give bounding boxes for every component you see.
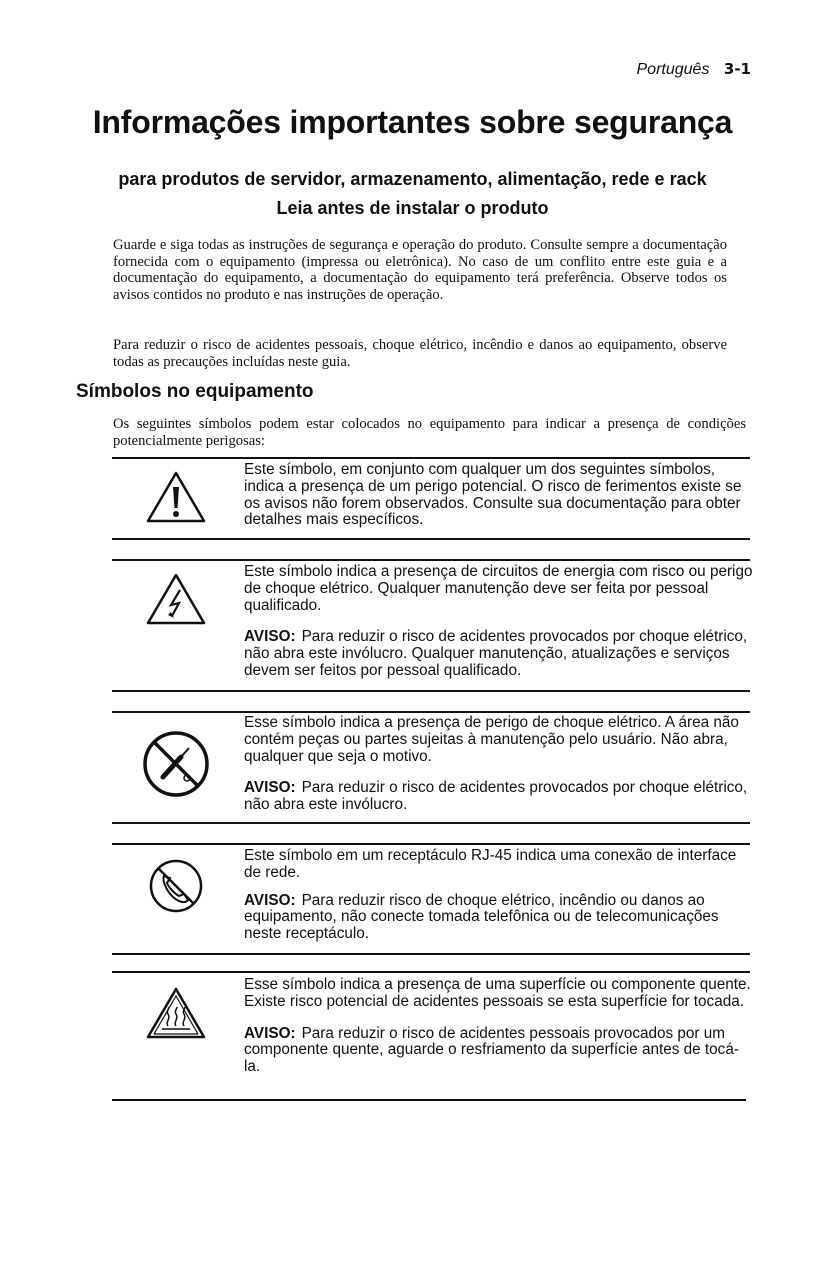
- hot-surface-icon: [134, 986, 218, 1040]
- no-telephone-icon: [134, 858, 218, 914]
- symbol-warning: [244, 780, 754, 814]
- header-language: Português: [636, 61, 710, 78]
- electric-shock-triangle-icon: [134, 572, 218, 626]
- warning-label: AVISO:: [244, 891, 296, 909]
- symbol-description: Este símbolo, em conjunto com qualquer um dos seguintes símbolos, indica a presença de um perigo potencial. O risco de ferimentos existe se os avisos não forem observados. Consulte sua documentação para obter detalhes mais específicos.: [244, 461, 742, 529]
- symbol-description: Esse símbolo indica a presença de perigo de choque elétrico. A área não contém peças ou partes sujeitas à manutenção pelo usuário. Não abra, qualquer que seja o motivo.: [244, 714, 739, 765]
- symbol-description-block: [244, 564, 754, 680]
- warning-label: AVISO:: [244, 1024, 296, 1042]
- divider: [112, 457, 750, 459]
- warning-triangle-icon: [134, 470, 218, 524]
- warning-label: AVISO:: [244, 779, 296, 797]
- page-title: Informações importantes sobre segurança: [92, 104, 733, 140]
- warning-text: Para reduzir o risco de acidentes provocados por choque elétrico, não abra este invólucro.: [244, 779, 748, 814]
- symbol-warning: [244, 629, 754, 679]
- symbol-description-block: [244, 462, 754, 529]
- divider: [112, 843, 750, 845]
- symbol-description-block: [244, 848, 754, 943]
- warning-text: Para reduzir o risco de acidentes pessoais provocados por um componente quente, aguarde o resfriamento da superfície antes de tocá-la.: [244, 1024, 739, 1076]
- symbol-description: Esse símbolo indica a presença de uma superfície ou componente quente. Existe risco potencial de acidentes pessoais se esta superfície for tocada.: [244, 976, 751, 1010]
- page-subtitle-instruction: Leia antes de instalar o produto: [276, 198, 549, 218]
- divider: [112, 971, 750, 973]
- divider: [112, 953, 750, 955]
- warning-text: Para reduzir o risco de acidentes provocados por choque elétrico, não abra este invólucro. Qualquer manutenção, atualizações e serviços devem ser feitos por pessoal qualificado.: [244, 628, 748, 679]
- symbol-description-block: [244, 977, 754, 1076]
- section-heading: Símbolos no equipamento: [76, 381, 314, 402]
- no-tools-icon: [134, 729, 218, 799]
- symbol-warning: [244, 893, 754, 943]
- divider: [112, 711, 750, 713]
- intro-paragraph: Guarde e siga todas as instruções de segurança e operação do produto. Consulte sempre a documentação fornecida com o equipamento (impressa ou eletrônica). No caso de um conflito entre este guia e a documentação do equipamento, a documentação do equipamento terá preferência. Observe todos os avisos contidos no produto e nas instruções de operação.: [113, 237, 727, 304]
- symbol-description: Este símbolo em um receptáculo RJ-45 indica uma conexão de interface de rede.: [244, 847, 737, 881]
- divider: [112, 690, 750, 692]
- symbol-description-block: [244, 715, 754, 814]
- intro-paragraph: Para reduzir o risco de acidentes pessoais, choque elétrico, incêndio e danos ao equipamento, observe todas as precauções incluídas neste guia.: [113, 337, 727, 370]
- divider: [112, 1099, 746, 1101]
- divider: [112, 538, 750, 540]
- symbol-warning: [244, 1026, 754, 1076]
- section-intro: Os seguintes símbolos podem estar colocados no equipamento para indicar a presença de condições potencialmente perigosas:: [113, 416, 746, 449]
- page-number: 3-1: [723, 60, 751, 78]
- warning-text: Para reduzir risco de choque elétrico, incêndio ou danos ao equipamento, não conecte tomada telefônica ou de telecomunicações neste receptáculo.: [244, 891, 719, 943]
- divider: [112, 822, 750, 824]
- page-subtitle: para produtos de servidor, armazenamento, alimentação, rede e rack: [118, 169, 707, 189]
- warning-label: AVISO:: [244, 628, 296, 646]
- symbol-description: Este símbolo indica a presença de circuitos de energia com risco ou perigo de choque elétrico. Qualquer manutenção deve ser feita por pessoal qualificado.: [244, 563, 753, 614]
- divider: [112, 559, 750, 561]
- page-header: [637, 60, 752, 79]
